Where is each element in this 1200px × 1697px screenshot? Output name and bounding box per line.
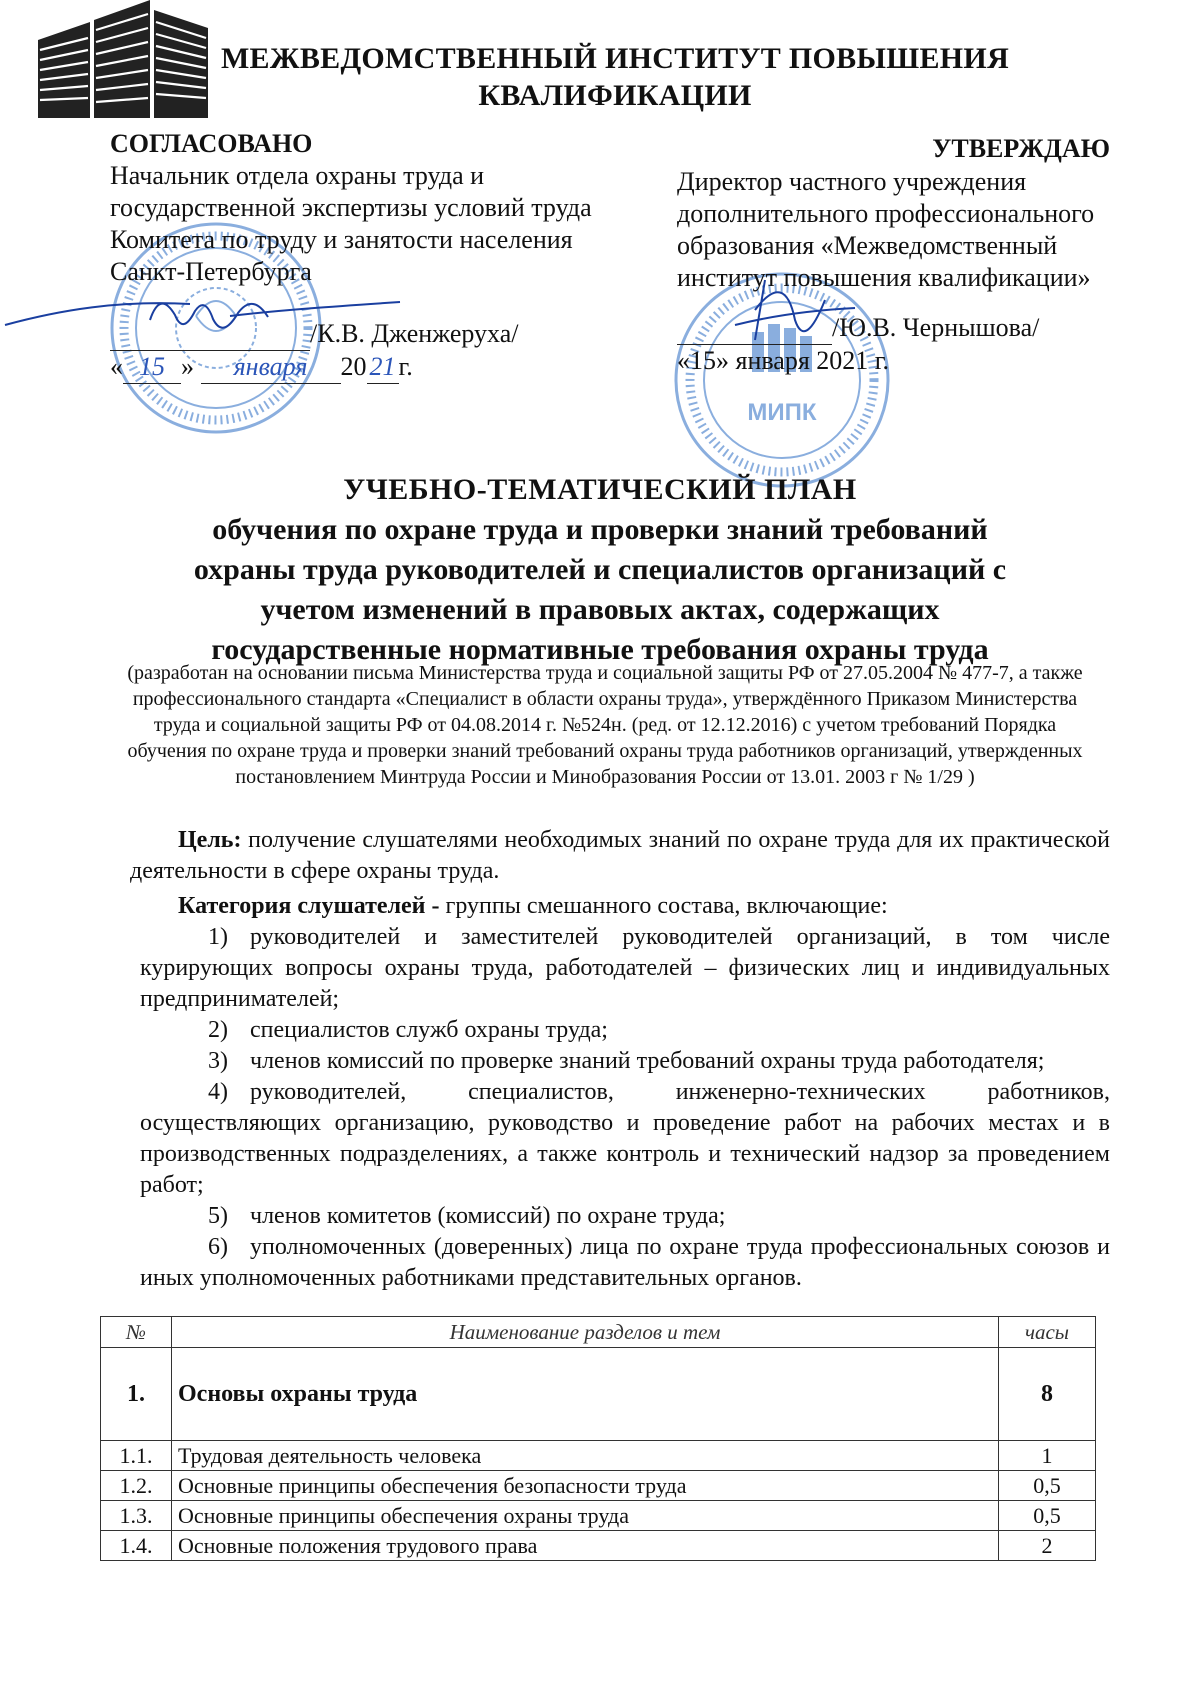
- agreed-signature-name: /К.В. Дженжеруха/: [310, 319, 519, 348]
- list-item: 3) членов комиссий по проверке знаний требований охраны труда работодателя;: [208, 1048, 1045, 1074]
- category-label: Категория слушателей -: [178, 893, 440, 919]
- goal-paragraph: [130, 825, 1110, 887]
- agreed-date-month: января: [201, 351, 341, 384]
- approve-heading: УТВЕРЖДАЮ: [932, 134, 1110, 163]
- table-row: [101, 1471, 1096, 1501]
- agreed-date-year-suffix: 21: [367, 351, 399, 384]
- plan-title: УЧЕБНО-ТЕМАТИЧЕСКИЙ ПЛАН: [343, 473, 857, 506]
- row-num: 1.4.: [101, 1531, 172, 1561]
- basis-line: труда и социальной защиты РФ от 04.08.2014 г. №524н. (ред. от 12.12.2016) с учетом требований Порядка: [153, 714, 1057, 736]
- plan-title-block: [100, 470, 1100, 670]
- plan-subtitle-line: государственные нормативные требования охраны труда: [211, 633, 989, 666]
- table-row: [101, 1531, 1096, 1561]
- list-item: 6) уполномоченных (доверенных) лица по охране труда профессиональных союзов и иных уполномоченных работниками представительных органов.: [140, 1234, 1110, 1291]
- agreed-date: « 15 » января 20 21 г.: [110, 351, 670, 384]
- signature-left: [0, 290, 420, 370]
- section-num: 1.: [101, 1348, 172, 1441]
- table-header-row: [101, 1317, 1096, 1348]
- basis-line: постановлением Минтруда России и Минобразования России от 13.01. 2003 г № 1/29 ): [235, 766, 975, 788]
- stamp-abbr: МИПК: [747, 399, 817, 426]
- plan-subtitle-line: учетом изменений в правовых актах, содержащих: [260, 593, 940, 626]
- approve-line: Директор частного учреждения: [677, 167, 1027, 196]
- row-name: Основные положения трудового права: [172, 1531, 999, 1561]
- approve-date: «15» января 2021 г.: [677, 346, 890, 375]
- col-header-name: Наименование разделов и тем: [172, 1317, 999, 1348]
- row-name: Основные принципы обеспечения безопасности труда: [172, 1471, 999, 1501]
- row-num: 1.1.: [101, 1441, 172, 1471]
- institute-logo: [30, 0, 220, 130]
- section-name: Основы охраны труда: [172, 1348, 999, 1441]
- category-text: группы смешанного состава, включающие:: [439, 893, 888, 919]
- row-name: Основные принципы обеспечения охраны труда: [172, 1501, 999, 1531]
- basis-line: обучения по охране труда и проверки знаний требований охраны труда работников организаций, утвержденных: [127, 740, 1083, 762]
- approve-line: институт повышения квалификации»: [677, 263, 1091, 292]
- institute-title: МЕЖВЕДОМСТВЕННЫЙ ИНСТИТУТ ПОВЫШЕНИЯ КВАЛИФИКАЦИИ: [220, 42, 1010, 112]
- row-hours: 0,5: [999, 1471, 1096, 1501]
- approve-line: образования «Межведомственный: [677, 231, 1058, 260]
- plan-table: [100, 1316, 1096, 1561]
- goal-text: получение слушателями необходимых знаний по охране труда для их практической деятельности в сфере охраны труда.: [130, 827, 1110, 884]
- table-row: [101, 1501, 1096, 1531]
- agreed-line: Санкт-Петербурга: [110, 257, 312, 286]
- approve-line: дополнительного профессионального: [677, 199, 1095, 228]
- list-item: 2) специалистов служб охраны труда;: [208, 1017, 608, 1043]
- table-section-row: [101, 1348, 1096, 1441]
- basis-line: (разработан на основании письма Министерства труда и социальной защиты РФ от 27.05.2004 № 477-7, а также: [127, 662, 1083, 684]
- category-paragraph: [130, 891, 1110, 922]
- row-name: Трудовая деятельность человека: [172, 1441, 999, 1471]
- row-hours: 2: [999, 1531, 1096, 1561]
- goal-label: Цель:: [178, 827, 242, 853]
- row-num: 1.2.: [101, 1471, 172, 1501]
- signature-right: [725, 270, 865, 360]
- row-hours: 0,5: [999, 1501, 1096, 1531]
- row-num: 1.3.: [101, 1501, 172, 1531]
- agreed-date-day: 15: [123, 351, 181, 384]
- agreed-line: Комитета по труду и занятости населения: [110, 225, 573, 254]
- col-header-num: №: [101, 1317, 172, 1348]
- list-item: 4) руководителей, специалистов, инженерно-технических работников, осуществляющих организацию, руководство и проведение работ на рабочих местах и в производственных подразделениях, а также контроль и технический надзор за проведением работ;: [140, 1079, 1110, 1198]
- list-item: 1) руководителей и заместителей руководителей организаций, в том числе курирующих вопросы охраны труда, работодателей – физических лиц и индивидуальных предпринимателей;: [140, 924, 1110, 1012]
- table-row: [101, 1441, 1096, 1471]
- plan-subtitle-line: обучения по охране труда и проверки знаний требований: [212, 513, 988, 546]
- row-hours: 1: [999, 1441, 1096, 1471]
- section-hours: 8: [999, 1348, 1096, 1441]
- plan-basis: [110, 660, 1100, 790]
- agreed-line: государственной экспертизы условий труда: [110, 193, 592, 222]
- approve-signature-name: /Ю.В. Чернышова/: [832, 313, 1040, 342]
- plan-subtitle-line: охраны труда руководителей и специалистов организаций с: [193, 553, 1007, 586]
- col-header-hours: часы: [999, 1317, 1096, 1348]
- agreed-line: Начальник отдела охраны труда и: [110, 161, 485, 190]
- agreed-date-year-prefix: 20: [340, 352, 367, 381]
- agreed-heading: СОГЛАСОВАНО: [110, 129, 313, 158]
- basis-line: профессионального стандарта «Специалист в области охраны труда», утверждённого Приказом Министерства: [132, 688, 1078, 710]
- body-text: [130, 825, 1110, 1294]
- agreed-date-end: г.: [398, 352, 413, 381]
- list-item: 5) членов комитетов (комиссий) по охране труда;: [208, 1203, 726, 1229]
